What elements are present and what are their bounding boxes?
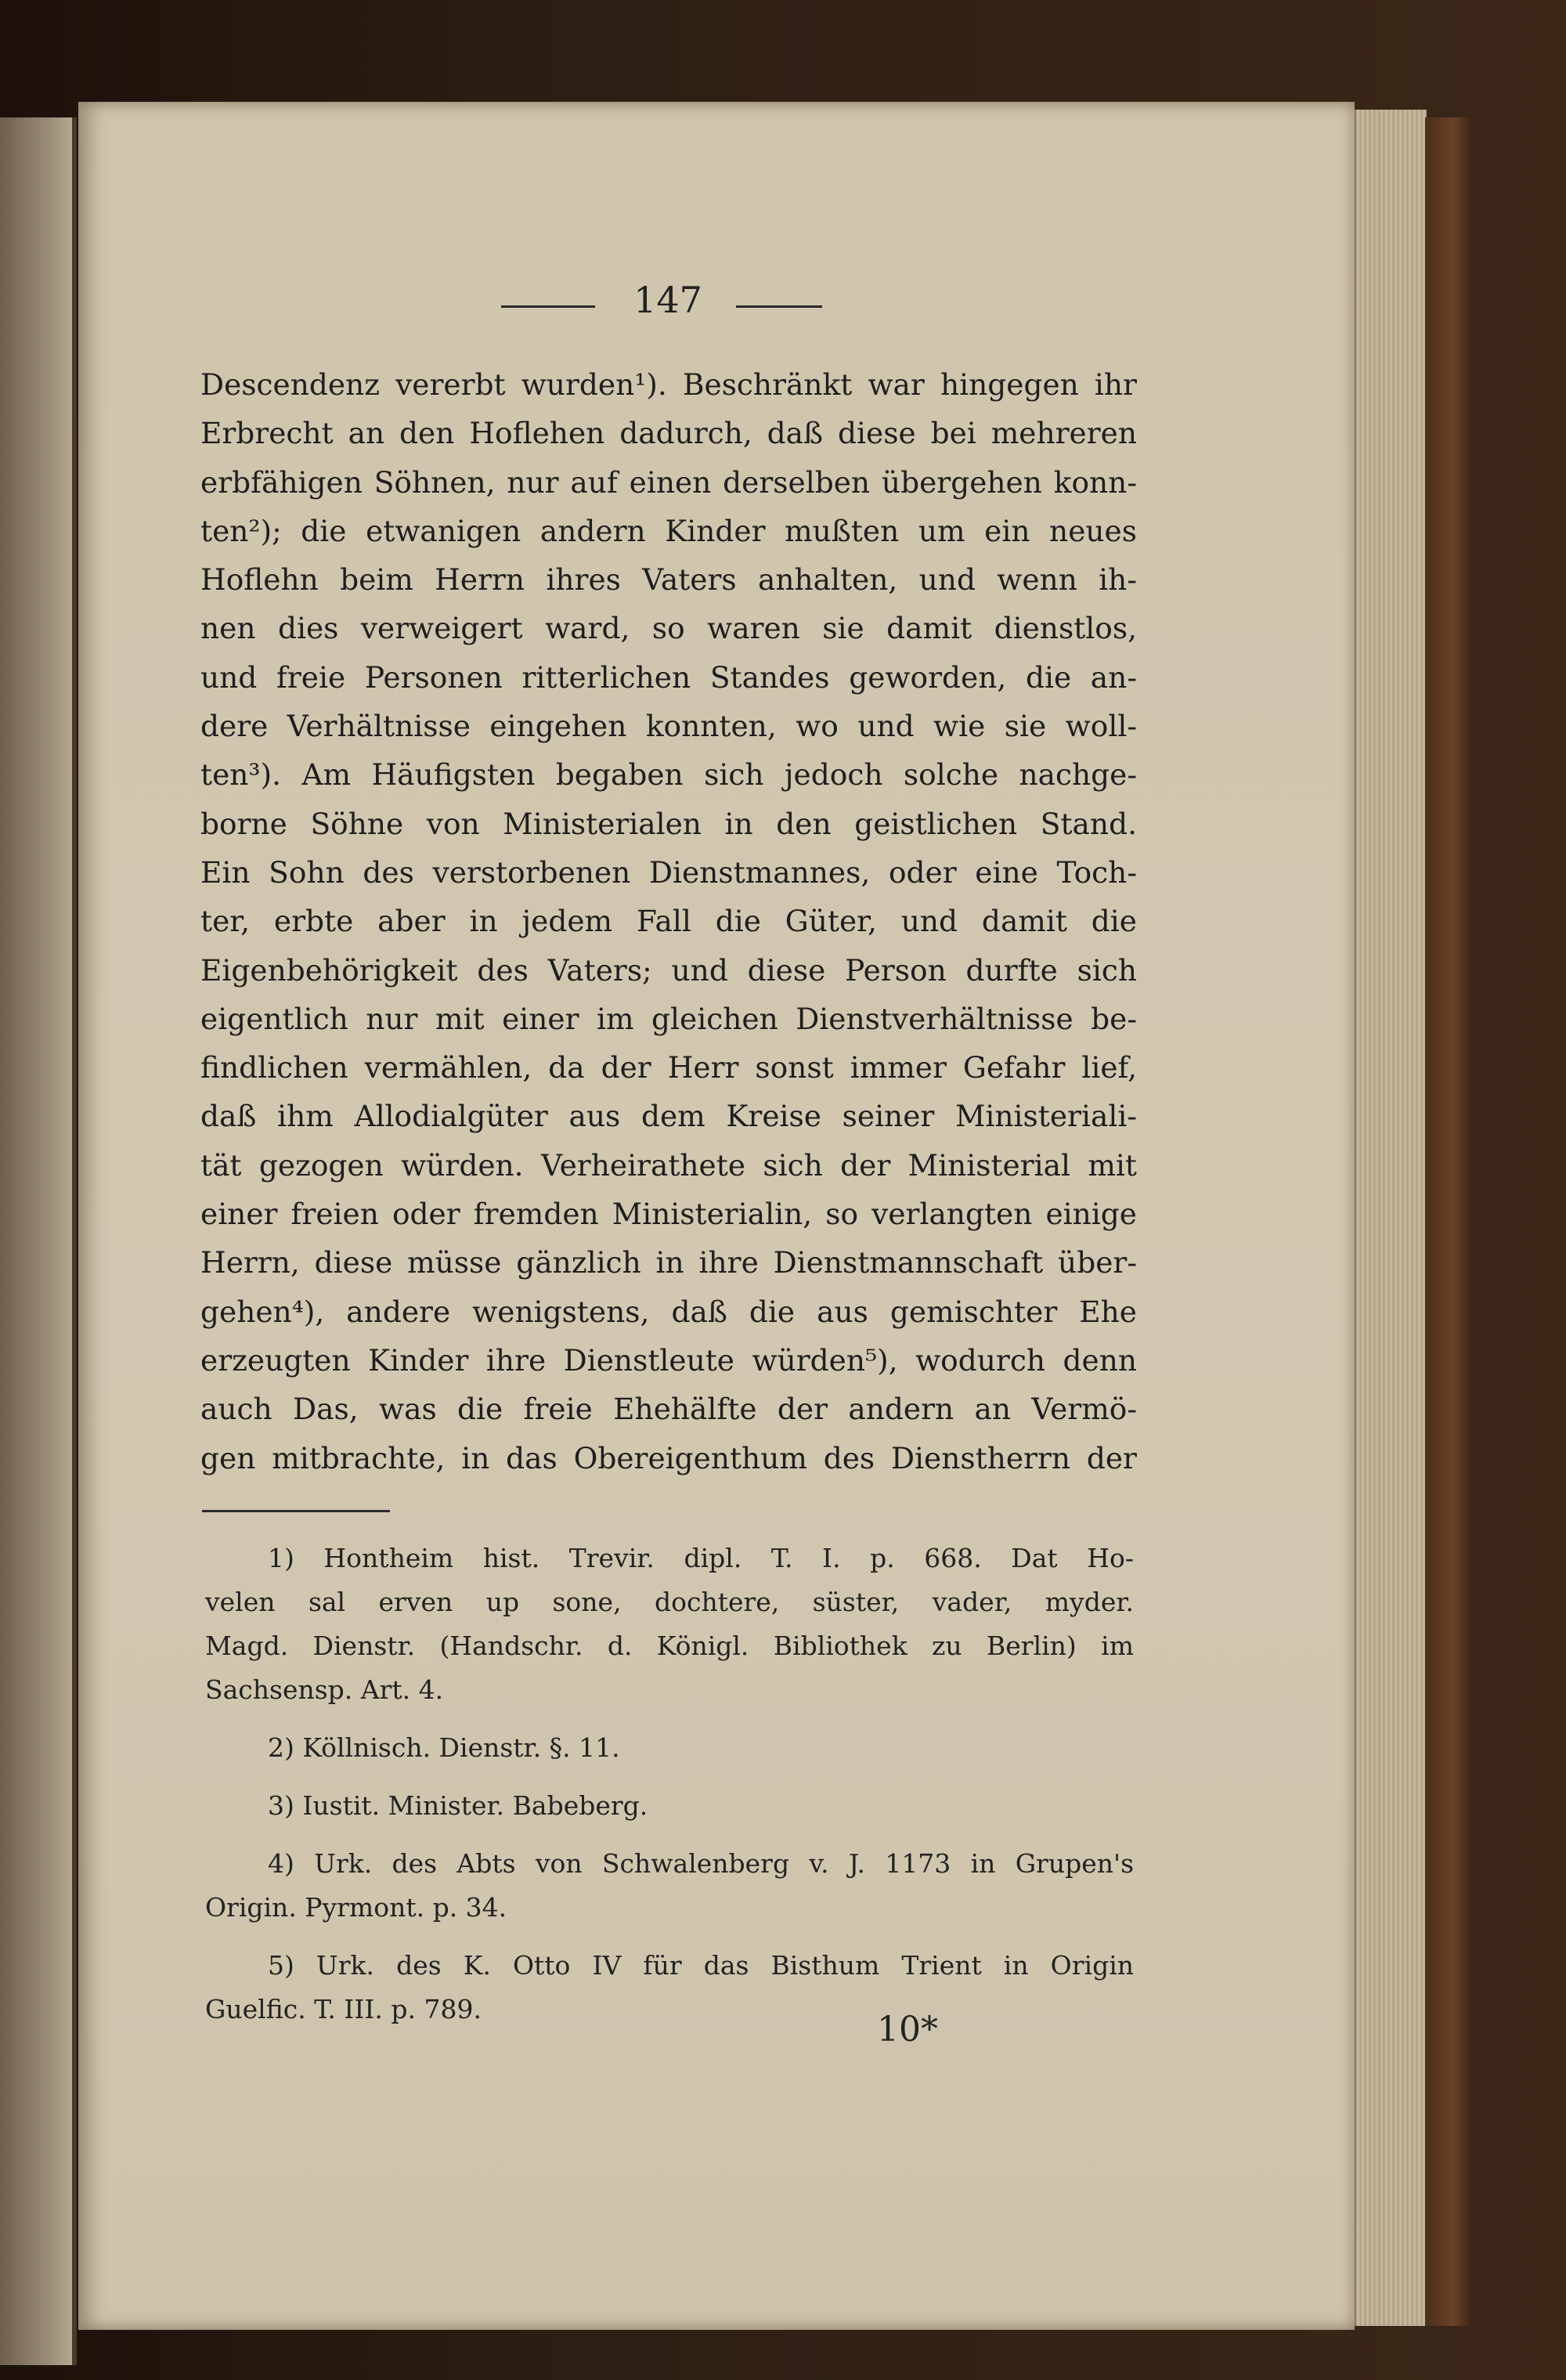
body-text: [200, 360, 1137, 1483]
footnote-5: [205, 1944, 1134, 2031]
text-line: und freie Personen ritterlichen Standes geworden, die an-: [200, 659, 1137, 695]
page-header: [501, 279, 830, 326]
footnote-line: Magd. Dienstr. (Handschr. d. Königl. Bibliothek zu Berlin) im: [205, 1631, 1134, 1661]
text-line: daß ihm Allodialgüter aus dem Kreise seiner Ministeriali-: [200, 1099, 1137, 1134]
page-number: 147: [633, 279, 702, 321]
footnote-line: Sachsensp. Art. 4.: [205, 1674, 444, 1705]
text-line: eigentlich nur mit einer im gleichen Dienstverhältnisse be-: [200, 1001, 1137, 1036]
text-line: Descendenz vererbt wurden¹). Beschränkt war hingegen ihr: [200, 367, 1137, 402]
text-line: erbfähigen Söhnen, nur auf einen derselben übergehen konn-: [200, 464, 1137, 500]
text-line: Ein Sohn des verstorbenen Dienstmannes, oder eine Toch-: [200, 854, 1137, 890]
text-line: auch Das, was die freie Ehehälfte der andern an Vermö-: [200, 1392, 1137, 1427]
footnote-line: 5) Urk. des K. Otto IV für das Bisthum Trient in Origin: [268, 1950, 1134, 1981]
footnote-line: 3) Iustit. Minister. Babeberg.: [268, 1790, 648, 1821]
text-line: tät gezogen würden. Verheirathete sich der Ministerial mit: [200, 1147, 1137, 1183]
header-rule-left: [501, 305, 595, 308]
footnotes: [205, 1537, 1134, 2046]
text-line: ter, erbte aber in jedem Fall die Güter, und damit die: [200, 904, 1137, 939]
text-line: Hoflehn beim Herrn ihres Vaters anhalten, und wenn ih-: [200, 562, 1137, 598]
footnote-line: Origin. Pyrmont. p. 34.: [205, 1892, 507, 1923]
text-line: erzeugten Kinder ihre Dienstleute würden⁵), wodurch denn: [200, 1342, 1137, 1378]
text-line: gen mitbrachte, in das Obereigenthum des Dienstherrn der: [200, 1440, 1137, 1475]
text-line: Erbrecht an den Hoflehen dadurch, daß diese bei mehreren: [200, 416, 1137, 451]
text-line: einer freien oder fremden Ministerialin, so verlangten einige: [200, 1197, 1137, 1232]
footnote-line: 1) Hontheim hist. Trevir. dipl. T. I. p. 668. Dat Ho-: [268, 1543, 1134, 1573]
text-line: ten³). Am Häufigsten begaben sich jedoch solche nachge-: [200, 757, 1137, 793]
text-line: Herrn, diese müsse gänzlich in ihre Dienstmannschaft über-: [200, 1245, 1137, 1280]
footnote-rule: [202, 1510, 390, 1512]
footnote-4: [205, 1842, 1134, 1930]
book-cover: [1425, 117, 1472, 2326]
footnote-line: velen sal erven up sone, dochtere, süster, vader, myder.: [205, 1587, 1134, 1617]
text-line: ten²); die etwanigen andern Kinder mußten um ein neues: [200, 513, 1137, 548]
text-line: Eigenbehörigkeit des Vaters; und diese Person durfte sich: [200, 952, 1137, 988]
text-line: nen dies verweigert ward, so waren sie damit dienstlos,: [200, 611, 1137, 646]
footnote-line: 2) Köllnisch. Dienstr. §. 11.: [268, 1732, 620, 1763]
footnote-3: [205, 1784, 1134, 1828]
text-line: dere Verhältnisse eingehen konnten, wo und wie sie woll-: [200, 709, 1137, 744]
footnote-2: [205, 1726, 1134, 1770]
footnote-line: 4) Urk. des Abts von Schwalenberg v. J. 1173 in Grupen's: [268, 1848, 1134, 1879]
facing-page-edge: [0, 117, 77, 2365]
text-line: gehen⁴), andere wenigstens, daß die aus gemischter Ehe: [200, 1294, 1137, 1329]
text-line: borne Söhne von Ministerialen in den geistlichen Stand.: [200, 806, 1137, 841]
footnote-1: [205, 1537, 1134, 1712]
sheet-signature: 10*: [877, 2010, 938, 2050]
page-stack-edge: [1355, 110, 1427, 2326]
header-rule-right: [736, 305, 822, 308]
text-line: findlichen vermählen, da der Herr sonst immer Gefahr lief,: [200, 1050, 1137, 1085]
footnote-line: Guelfic. T. III. p. 789.: [205, 1994, 482, 2024]
